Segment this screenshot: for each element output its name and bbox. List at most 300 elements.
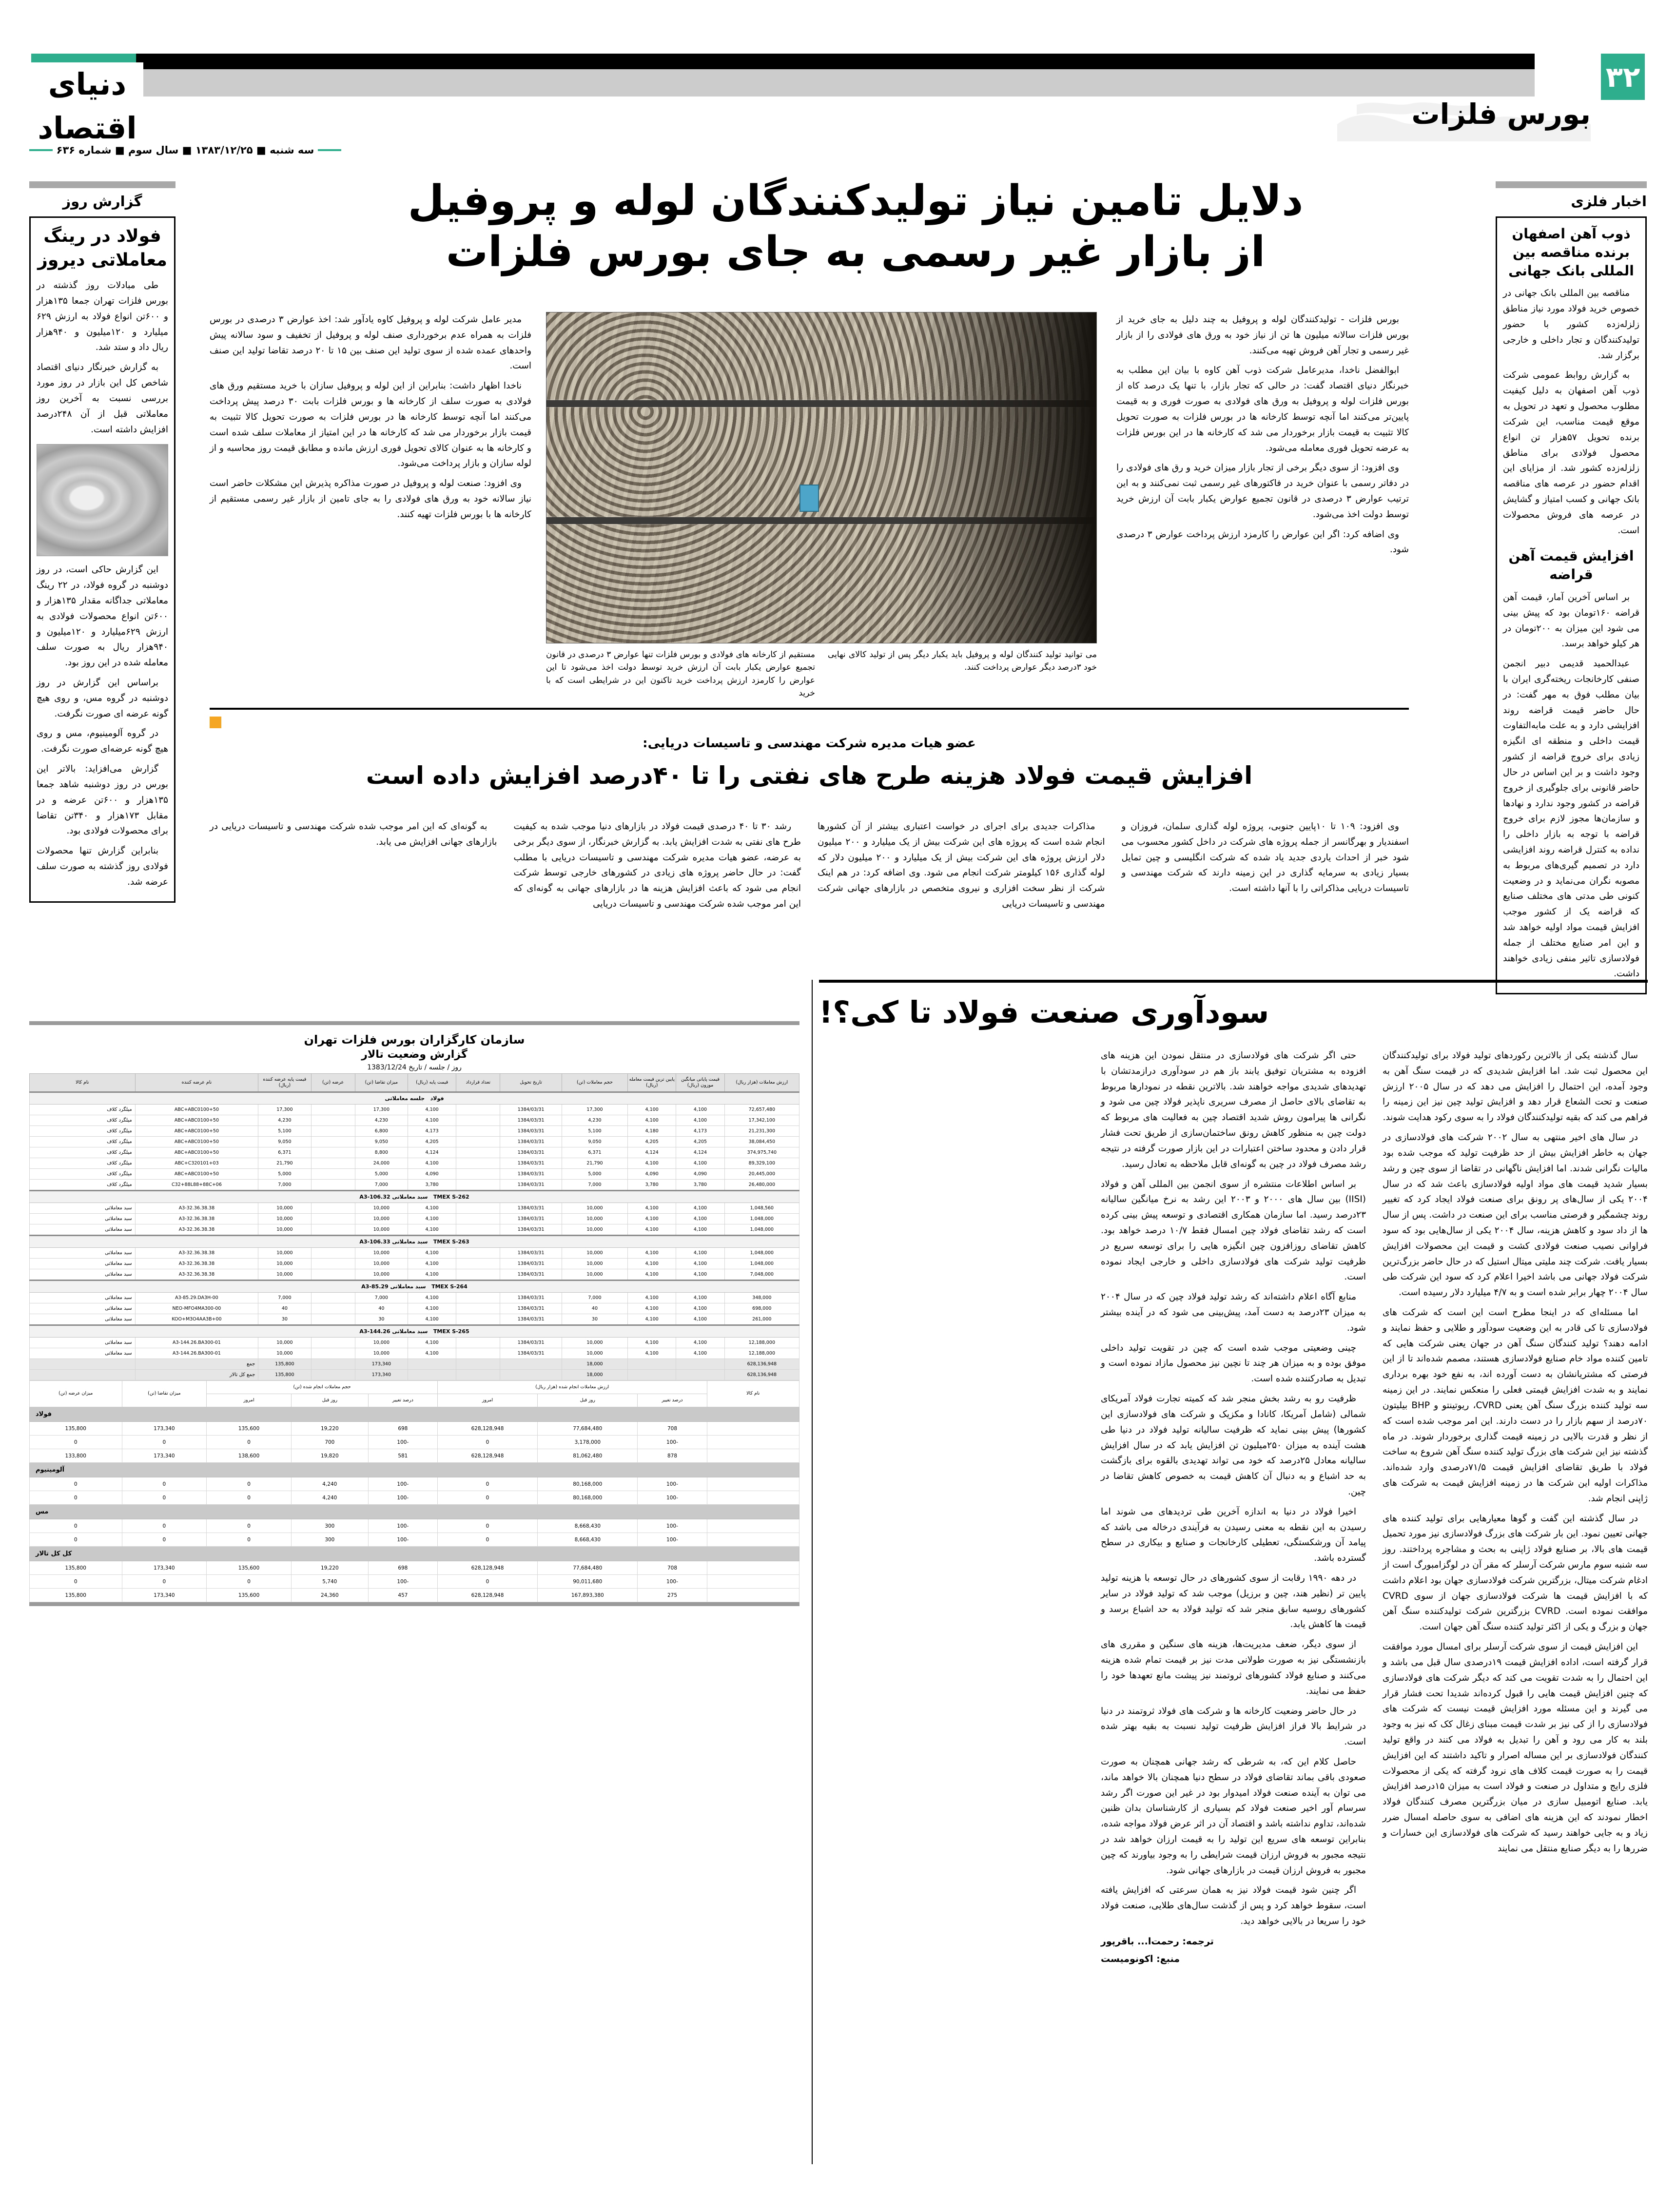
table-cell: 4,100 <box>408 1247 456 1258</box>
paragraph: از سوی دیگر، ضعف مدیریت‌ها، هزینه های سنگین و مقرری های بازنشستگی نیز به صورت طولانی مدت نیز بر قیمت تمام شده هزینه می‌کنند و صنایع فولاد کشورهای ثروتمند نیز پیشت مانع تعهدها خود را حفظ می نمایند. <box>1101 1639 1366 1696</box>
table-cell: جمع <box>135 1358 258 1369</box>
table-cell: 4,100 <box>676 1213 724 1224</box>
table-cell: 5,000 <box>355 1168 408 1179</box>
summary-cell: 135,600 <box>207 1561 292 1575</box>
table-cell: 20,445,000 <box>724 1168 799 1179</box>
table-cell: ABC+ABC0100+50 <box>135 1147 258 1158</box>
table-cell: 4,100 <box>628 1203 676 1213</box>
table-cell: 4,100 <box>676 1269 724 1280</box>
table-cell: 4,100 <box>676 1203 724 1213</box>
table-cell: 628,136,948 <box>724 1369 799 1380</box>
table-cell: 10,000 <box>258 1348 311 1358</box>
paragraph: در دهه ۱۹۹۰ رقابت از سوی کشورهای در حال توسعه با هزینه تولید پایین تر (نظیر هند، چین و برزیل) موجب شد که تولید فولاد در سایر کشورهای روسیه سابق منجر شد که تولید فولاد به حد اشباع برسد و قیمت ها کاهش یابد. <box>1101 1573 1366 1630</box>
table-cell: 12,188,000 <box>724 1348 799 1358</box>
table-cell: 4,100 <box>408 1348 456 1358</box>
th: قیمت پایه عرضه کننده (ریال) <box>258 1074 311 1092</box>
left-sidebar-body-2 <box>37 562 168 890</box>
summary-cell: 4,240 <box>291 1477 368 1491</box>
summary-cell: 0 <box>207 1491 292 1505</box>
table-cell: 10,000 <box>355 1213 408 1224</box>
table-cell: 4,173 <box>676 1125 724 1136</box>
summary-row <box>30 1477 799 1491</box>
summary-header-row-1 <box>30 1380 799 1394</box>
summary-cell: -100 <box>638 1533 707 1547</box>
paragraph: براساس این گزارش در روز دوشنبه در گروه مس، و روی هیچ گونه عرضه ای صورت نگرفت. <box>37 678 168 719</box>
table-cell: A3-32.36.38.38 <box>135 1203 258 1213</box>
summary-cell: 0 <box>437 1519 537 1533</box>
summary-cell: -100 <box>638 1477 707 1491</box>
orange-marker <box>210 717 221 728</box>
table-cell: 1,048,000 <box>724 1224 799 1235</box>
table-cell: 4,100 <box>408 1104 456 1115</box>
summary-cell: 0 <box>30 1533 122 1547</box>
table-cell: 1384/03/31 <box>500 1247 562 1258</box>
table-cell: جمع کل تالار <box>135 1369 258 1380</box>
paragraph: وی اضافه کرد: اگر این عوارض را کارمزد ارزش پرداخت عوارض ۳ درصدی شود. <box>1116 529 1409 555</box>
table-cell <box>456 1136 500 1147</box>
third-article-col-left <box>819 1048 1084 1964</box>
table-cell <box>456 1269 500 1280</box>
table-cell: میلگرد کلاف <box>30 1158 136 1168</box>
table-cell: 4,100 <box>628 1337 676 1348</box>
summary-cell: 3,178,000 <box>538 1436 638 1449</box>
table-group-row <box>30 1190 799 1203</box>
summary-cell: -100 <box>638 1519 707 1533</box>
table-cell: سبد معاملاتی <box>30 1348 136 1358</box>
paragraph: حتی اگر شرکت های فولادسازی در منتقل نمودن این هزینه های افزوده به مشتریان توفیق یابند باز هم در سودآوری درازمدتشان با تهدیدهای شدیدی مواجه خواهند شد. بالاترین نقطه در نمودارها مربوط به تقاضای بالای حاصل از مصرف سریری ناپذیر فولاد چین می شود و نگرانی ها پیرامون روش شدید اقتصاد چین به فعالیت های مربوط که دولت چین به منظور کاهش رونق ساختمان‌سازی از طریق تحت فشار قرار دادن و محدود ساختن اعتبارات در این بازار صورت گرفته در نتیجه رشد مصرف فولاد در چین به گونه‌ای قابل ملاحظه به تعادل رسید. <box>1101 1050 1366 1169</box>
summary-cell: 173,340 <box>122 1449 207 1463</box>
table-cell: میلگرد کلاف <box>30 1104 136 1115</box>
table-cell <box>456 1247 500 1258</box>
table-row <box>30 1136 799 1147</box>
summary-cell: 878 <box>638 1449 707 1463</box>
photo-caption-wrap <box>546 648 1097 699</box>
board-table-header-row <box>30 1074 799 1092</box>
summary-cell <box>707 1533 799 1547</box>
table-row <box>30 1258 799 1269</box>
table-cell: 628,136,948 <box>724 1358 799 1369</box>
table-cell: 1384/03/31 <box>500 1115 562 1125</box>
summary-cell: -100 <box>638 1436 707 1449</box>
table-cell <box>676 1358 724 1369</box>
table-cell: 4,100 <box>408 1258 456 1269</box>
summary-cell: 77,684,480 <box>538 1561 638 1575</box>
main-headline <box>302 175 1409 278</box>
table-cell: 10,000 <box>355 1247 408 1258</box>
table-row <box>30 1115 799 1125</box>
table-cell: میلگرد کلاف <box>30 1168 136 1179</box>
paragraph: در سال گذشته این گفت و گوها معیارهایی برای تولید کننده های جهانی تعیین نمود. این بار شرکت های بزرگ فولادسازی نیز مورد تحمیل قیمت های بالا، بر صنایع فولاد ژاپنی به بحث و مشاجره پرداختند. روز سه شنبه سوم مارس شرکت آرسلر که مقر آن در لوگزامبورگ است از ادغام شرکت میتال، بزرگترین شرکت فولادسازی جهان بود اعلام داشت که با افزایش قیمت ها شرکت فولادسازی جهان از سوی CVRD موافقت نموده است. CVRD بزرگترین شرکت تولیدکننده سنگ آهن جهان و بزرگ و یکی از اکثر تولید کننده سنگ آهن جهان است. <box>1383 1513 1648 1632</box>
table-group-label: TMEX S-265 سبد معاملاتی A3-144.26 <box>30 1325 799 1337</box>
table-cell: 4,205 <box>408 1136 456 1147</box>
table-cell: 4,100 <box>408 1292 456 1303</box>
table-cell: 38,084,450 <box>724 1136 799 1147</box>
table-cell: سبد معاملاتی <box>30 1337 136 1348</box>
th: تعداد قرارداد <box>456 1074 500 1092</box>
summary-cell: 8,668,430 <box>538 1519 638 1533</box>
summary-group-row <box>30 1463 799 1477</box>
credit-source: منبع: اکونومیست <box>1101 1953 1180 1964</box>
summary-row <box>30 1561 799 1575</box>
summary-cell: 0 <box>30 1575 122 1589</box>
table-cell: 6,371 <box>258 1147 311 1158</box>
table-cell: 4,180 <box>628 1125 676 1136</box>
left-sidebar-box <box>29 216 175 903</box>
table-cell: ABC+ABC0100+50 <box>135 1125 258 1136</box>
th: میزان عرضه (تن) <box>30 1380 122 1407</box>
board-table <box>29 1073 799 1380</box>
th: امروز <box>437 1394 537 1407</box>
table-cell: A3-32.36.38.38 <box>135 1247 258 1258</box>
left-kicker-label: گزارش روز <box>62 193 142 210</box>
table-cell: 1384/03/31 <box>500 1348 562 1358</box>
dateline-text: سه شنبه ■ ۱۳۸۳/۱۲/۲۵ ■ سال سوم ■ شماره ۶۳۶ <box>56 144 314 156</box>
table-cell: 12,188,000 <box>724 1337 799 1348</box>
summary-cell: 0 <box>207 1477 292 1491</box>
summary-cell <box>707 1422 799 1436</box>
summary-cell: 19,220 <box>291 1422 368 1436</box>
table-cell: 1384/03/31 <box>500 1136 562 1147</box>
summary-table-body <box>30 1407 799 1602</box>
table-cell <box>311 1125 355 1136</box>
second-article-col <box>818 819 1105 916</box>
table-cell: 10,000 <box>258 1213 311 1224</box>
section-title: بورس فلزات <box>1411 97 1591 131</box>
th: ارزش معاملات انجام شده (هزار ریال) <box>437 1380 707 1394</box>
summary-cell: 0 <box>437 1477 537 1491</box>
table-cell: 10,000 <box>258 1203 311 1213</box>
summary-cell: 0 <box>30 1491 122 1505</box>
dateline-rule-left <box>318 149 341 151</box>
table-row <box>30 1348 799 1358</box>
table-cell: 4,100 <box>676 1104 724 1115</box>
table-cell: 21,790 <box>258 1158 311 1168</box>
table-cell: سبد معاملاتی <box>30 1213 136 1224</box>
paragraph: به گونه‌ای که این امر موجب شده شرکت مهندسی و تاسیسات دریایی در بازارهای جهانی افزایش می یابد. <box>210 821 497 847</box>
table-cell <box>311 1147 355 1158</box>
paragraph: اخیرا فولاد در دنیا به اندازه آخرین طی تردیدهای می شوند اما رسیدن به این نقطه به معنی رسیدن به فرآیندی درخاله می باشد که پیامد آن ورشکستگی، تعطیلی کارخانجات و صنایع و بیکاری در سطح گسترده باشد. <box>1101 1506 1366 1564</box>
main-article-col-right <box>1116 312 1409 562</box>
table-cell: 4,230 <box>355 1115 408 1125</box>
table-cell: 4,100 <box>628 1213 676 1224</box>
table-cell <box>628 1358 676 1369</box>
summary-cell: 628,128,948 <box>437 1589 537 1602</box>
board-table-org: سازمان کارگزاران بورس فلزات تهران <box>304 1033 525 1047</box>
table-cell: A3-32.36.38.38 <box>135 1213 258 1224</box>
paragraph: این گزارش حاکی است، در روز دوشنبه در گروه فولاد، در ۲۲ رینگ معاملاتی جداگانه مقدار ۱۳۵هزار و ۶۰۰تن انواع محصولات فولادی به ارزش ۶۲۹میلیارد و ۱۲۰میلیون و ۹۴۰هزار ریال به صورت سلف معامله شده در این روز بود. <box>37 564 169 668</box>
table-cell: 4,100 <box>628 1258 676 1269</box>
paragraph: حاصل کلام این که، به شرطی که رشد جهانی همچنان به صورت صعودی باقی بماند تقاضای فولاد در سطح دنیا همچنان بالا خواهد ماند، می توان به آینده صنعت فولاد امیدوار بود در غیر این صورت اگر رشد سرسام آور اخیر صنعت فولاد کم بسیاری از کارشناسان بدان ظنین شده‌اند، تداوم نداشته باشد و اقتصاد آن در اثر عرض فولاد مواجه شده، بنابراین توسعه های سریع این تولید را به قیمت ارزان خواهد شد در نتیجه مجبور به فروش ارزان قیمت شرایطی را به وجود بیاورند که چین مجبور به فروش ارزان قیمت در بازارهای جهانی شود. <box>1101 1756 1366 1876</box>
table-cell: 374,975,740 <box>724 1147 799 1158</box>
table-cell: 10,000 <box>562 1258 627 1269</box>
table-cell <box>500 1358 562 1369</box>
table-footer-row <box>30 1369 799 1380</box>
right-article-1-headline: ذوب آهن اصفهان برنده مناقصه بین المللی بانک جهانی <box>1508 226 1634 279</box>
summary-cell: 19,820 <box>291 1449 368 1463</box>
second-article-col <box>210 819 497 916</box>
summary-cell: 173,340 <box>122 1561 207 1575</box>
summary-cell <box>707 1436 799 1449</box>
table-cell <box>30 1358 136 1369</box>
table-cell <box>311 1158 355 1168</box>
th: حجم معاملات انجام شده (تن) <box>207 1380 438 1394</box>
table-row <box>30 1213 799 1224</box>
table-group-row <box>30 1235 799 1247</box>
summary-row <box>30 1589 799 1602</box>
table-cell: 4,230 <box>258 1115 311 1125</box>
paragraph: گزارش می‌افزاید: بالاتر این بورس در روز دوشنبه شاهد جمعا ۱۳۵هزار و ۶۰۰تن عرضه و در مقابل ۱۷۳هزار و ۳۴۰تن تقاضا برای محصولات فولادی بود. <box>37 764 168 836</box>
summary-cell: 0 <box>30 1519 122 1533</box>
summary-cell: 708 <box>638 1561 707 1575</box>
summary-row <box>30 1519 799 1533</box>
second-article-col <box>1122 819 1409 916</box>
summary-cell: 173,340 <box>122 1422 207 1436</box>
table-cell: 4,100 <box>628 1269 676 1280</box>
summary-cell: 135,800 <box>30 1422 122 1436</box>
table-cell: میلگرد کلاف <box>30 1136 136 1147</box>
table-cell <box>30 1369 136 1380</box>
table-cell: 4,100 <box>408 1314 456 1325</box>
table-row <box>30 1269 799 1280</box>
table-cell: 72,657,480 <box>724 1104 799 1115</box>
board-table-title <box>29 1025 799 1073</box>
left-sidebar-headline: فولاد در رینگ معاملاتی دیروز <box>38 226 167 270</box>
table-cell: 4,100 <box>628 1104 676 1115</box>
photo-caption-left: مستقیم از کارخانه های فولادی و بورس فلزات تنها عوارض ۳ درصدی در قانون تجمیع عوارض یکبار بابت آن ارزش خرید توسط دولت اخذ می‌شود تا این عوارض را کارمزد ارزش پرداخت خرید تاکنون این در شرایطی است که با خرید <box>546 650 815 699</box>
table-cell: 40 <box>355 1303 408 1314</box>
table-cell: A3-32.36.38.38 <box>135 1258 258 1269</box>
th: روز قبل <box>538 1394 638 1407</box>
th: عرضه (تن) <box>311 1074 355 1092</box>
table-group-row <box>30 1280 799 1292</box>
summary-row <box>30 1491 799 1505</box>
table-cell: 1384/03/31 <box>500 1213 562 1224</box>
table-cell: 4,100 <box>628 1158 676 1168</box>
table-cell: 1384/03/31 <box>500 1303 562 1314</box>
summary-cell: -100 <box>638 1491 707 1505</box>
steel-coil-photo <box>37 444 168 556</box>
paragraph: اما مسئله‌ای که در اینجا مطرح است این است که شرکت های فولادسازی تا کی قادر به این وضعیت سودآور و طلایی و حفظ نمایند و ادامه دهند؟ تولید کنندگان سنگ آهن در جهان یعنی شرکت هایی که تامین کننده مواد خام صنایع فولادسازی هستند، مصمم شده‌اند تا از این فرصتی که مشتریانشان به دست آورده اند، به نفع خود بهره برداری نمایند و به شدت افزایش قیمتی فعلی را منعکس نمایند. در این زمینه سه تولید کننده بزرگ سنگ آهن یعنی CVRD، ریوتینتو و BHP بیلیتون ۷۰درصد از سهم بازار را در دست دارند. این امر موجب شده است که از نظر و قدرت بالایی در زمینه قیمت گذاری برخوردار شوند. در ماه گذشته نیز این شرکت های بزرگ تولید کننده سنگ آهن شروع به ساخت فولاد با طریق تقاضای افزایش قیمت ۷۱/۵درصدی وارد شده‌اند. مذاکرات اولیه این شرکت ها در زمینه افزایش قیمت به شرکت های ژاپنی انجام شد. <box>1383 1307 1648 1504</box>
paragraph: ناخدا اظهار داشت: بنابراین از این لوله و پروفیل سازان با خرید مستقیم ورق های فولادی به صورت سلف از کارخانه ها و بورس فلزات بابت ۳۰ درصد پیش پرداخت می‌کنند اما آنچه توسط کارخانه ها در بورس فلزات به صورت تحویل کالا تثبیت به قیمت بازار برخوردار می شد که کارخانه ها در این امتیاز از معاملات سلف شده است و کارخانه ها به عنوان کالای تحویل فوری ارزش مانده و مطابق قیمت روز محاسبه و از لوله سازان و بازار پرداخت می‌شود. <box>210 381 532 469</box>
table-cell <box>311 1348 355 1358</box>
table-cell <box>456 1337 500 1348</box>
th: میزان تقاضا (تن) <box>355 1074 408 1092</box>
table-cell: 3,780 <box>676 1179 724 1190</box>
table-cell: 4,100 <box>676 1303 724 1314</box>
summary-group-label: مس <box>30 1505 799 1519</box>
page-number-badge: ۳۲ <box>1601 54 1645 100</box>
table-cell <box>456 1314 500 1325</box>
table-cell: سبد معاملاتی <box>30 1258 136 1269</box>
table-cell: 4,100 <box>676 1247 724 1258</box>
paragraph: وی افزود: ۱۰۹ تا ۱۰پایین جنوبی، پروژه لوله گذاری سلمان، فروزان و اسفندیار و بهرگانسر از جمله پروژه های شرکت در داخل کشور محسوب می شود خبر از احداث یاردی جدید یاد شده که شرکت انگلیسی و چین تمایل بسیار زیادی به سرمایه گذاری در این زمینه دارند که شرکت مهندسی و تاسیسات دریایی مذاکراتی را با آنها داشته است. <box>1121 821 1409 894</box>
third-article-col-right <box>1383 1048 1648 1964</box>
paragraph: وی افزود: از سوی دیگر برخی از تجار بازار میزان خرید و رق های فولادی را در دفاتر رسمی با عنوان خرید در فاکتورهای غیر رسمی ثبت نمی‌کنند و به این ترتیب عوارض ۳ درصدی در قانون تجمیع عوارض یکبار بابت آن ارزش خرید توسط دولت اخذ می‌شود. <box>1116 463 1409 520</box>
summary-cell: 0 <box>122 1575 207 1589</box>
table-row <box>30 1158 799 1168</box>
summary-cell: 4,240 <box>291 1491 368 1505</box>
pipes-photo-shadow <box>909 312 1096 643</box>
table-cell: 4,100 <box>628 1314 676 1325</box>
table-cell: KOO+M3O4AA3B+00 <box>135 1314 258 1325</box>
summary-row <box>30 1533 799 1547</box>
th: نام کالا <box>707 1380 799 1407</box>
summary-group-row <box>30 1407 799 1422</box>
summary-cell: 24,360 <box>291 1589 368 1602</box>
table-cell: 1384/03/31 <box>500 1224 562 1235</box>
summary-cell: 135,600 <box>207 1589 292 1602</box>
paragraph: وی افزود: صنعت لوله و پروفیل در صورت مذاکره پذیرش این مشکلات حاضر است نیاز سالانه خود به ورق های فولادی را به جای تامین از بازار غیر رسمی مستقیم از کارخانه ها با بورس فلزات تهیه کنند. <box>210 478 531 520</box>
table-cell: 4,100 <box>408 1158 456 1168</box>
table-cell: 89,329,100 <box>724 1158 799 1168</box>
th: درصد تغییر <box>638 1394 707 1407</box>
table-cell: 10,000 <box>258 1258 311 1269</box>
summary-cell: 135,800 <box>30 1561 122 1575</box>
table-cell: 1384/03/31 <box>500 1158 562 1168</box>
table-cell: 4,100 <box>676 1224 724 1235</box>
summary-cell: 8,668,430 <box>538 1533 638 1547</box>
table-cell: 4,100 <box>628 1224 676 1235</box>
summary-row <box>30 1449 799 1463</box>
summary-cell: 0 <box>30 1477 122 1491</box>
table-group-label: فولاد جلسه معاملاتی <box>30 1092 799 1104</box>
summary-cell: -100 <box>368 1575 437 1589</box>
paragraph: چینی وضعیتی موجب شده است که چین در تقویت تولید داخلی موفق بوده و به میزان هر چند تا نچین نیز محصول مازاد نموده است و تبدیل به صادرکننده شده است. <box>1101 1342 1366 1384</box>
table-cell: 10,000 <box>258 1247 311 1258</box>
table-cell: 10,000 <box>258 1269 311 1280</box>
paragraph: اگر چنین شود قیمت فولاد نیز به همان سرعتی که افزایش یافته است، سقوط خواهد کرد و پس از گذشت سال‌های طلایی، صنعت فولاد خود را سریعا در بالایی خواهد دید. <box>1101 1885 1366 1927</box>
table-row <box>30 1337 799 1348</box>
table-cell <box>456 1158 500 1168</box>
table-cell: 5,000 <box>258 1168 311 1179</box>
table-cell <box>311 1104 355 1115</box>
summary-cell: 0 <box>207 1533 292 1547</box>
table-cell: 7,000 <box>562 1292 627 1303</box>
th: قیمت پایه (ریال) <box>408 1074 456 1092</box>
table-cell: سبد معاملاتی <box>30 1269 136 1280</box>
summary-cell: -100 <box>368 1477 437 1491</box>
summary-cell: 133,800 <box>30 1449 122 1463</box>
summary-cell: -100 <box>368 1436 437 1449</box>
right-kicker-label: اخبار فلزی <box>1571 193 1647 210</box>
table-cell: ABC+C320101+03 <box>135 1158 258 1168</box>
table-cell: ABC+ABC0100+50 <box>135 1104 258 1115</box>
table-cell: میلگرد کلاف <box>30 1115 136 1125</box>
table-cell: میلگرد کلاف <box>30 1125 136 1136</box>
summary-cell <box>707 1519 799 1533</box>
table-cell <box>311 1179 355 1190</box>
table-cell <box>456 1115 500 1125</box>
table-cell <box>456 1168 500 1179</box>
table-row <box>30 1203 799 1213</box>
table-cell: 10,000 <box>562 1337 627 1348</box>
table-cell: 30 <box>258 1314 311 1325</box>
summary-cell: 135,800 <box>30 1589 122 1602</box>
table-cell: 26,480,000 <box>724 1179 799 1190</box>
table-cell <box>311 1269 355 1280</box>
table-cell: 1384/03/31 <box>500 1314 562 1325</box>
summary-cell: -100 <box>368 1533 437 1547</box>
table-cell: 6,371 <box>562 1147 627 1158</box>
summary-table <box>29 1380 799 1603</box>
table-cell <box>311 1369 355 1380</box>
table-cell: 18,000 <box>562 1358 627 1369</box>
table-cell: 10,000 <box>355 1224 408 1235</box>
summary-cell: 0 <box>437 1436 537 1449</box>
summary-cell: 0 <box>30 1436 122 1449</box>
summary-cell: -100 <box>368 1519 437 1533</box>
table-cell: 17,300 <box>258 1104 311 1115</box>
table-cell: 4,124 <box>408 1147 456 1158</box>
th: امروز <box>207 1394 292 1407</box>
table-cell: 10,000 <box>562 1213 627 1224</box>
table-cell: A3-85.29.DA3H-00 <box>135 1292 258 1303</box>
second-article-kicker: عضو هیات مدیره شرکت مهندسی و تاسیسات دریایی: <box>643 736 976 751</box>
summary-cell: 300 <box>291 1533 368 1547</box>
right-kicker-bar <box>1496 181 1647 188</box>
table-cell: 1384/03/31 <box>500 1337 562 1348</box>
paragraph: مناقصه بین المللی بانک جهانی در خصوص خرید فولاد مورد نیاز مناطق زلزله‌زده کشور با حضور تولیدکنندگان و تجار داخلی و خارجی برگزار شد. <box>1503 288 1639 361</box>
table-cell <box>311 1292 355 1303</box>
table-cell <box>456 1292 500 1303</box>
table-cell: 10,000 <box>258 1337 311 1348</box>
left-kicker-bar <box>29 181 175 188</box>
summary-row <box>30 1422 799 1436</box>
summary-cell: 700 <box>291 1436 368 1449</box>
table-cell: 4,100 <box>408 1115 456 1125</box>
table-cell <box>456 1203 500 1213</box>
board-report-table-wrap <box>29 1021 799 1606</box>
th: ارزش معاملات (هزار ریال) <box>724 1074 799 1092</box>
table-cell: 4,100 <box>676 1337 724 1348</box>
table-row <box>30 1247 799 1258</box>
table-cell <box>456 1147 500 1158</box>
summary-cell: 0 <box>122 1436 207 1449</box>
table-cell: 10,000 <box>562 1348 627 1358</box>
table-cell <box>311 1303 355 1314</box>
table-cell: 4,100 <box>408 1337 456 1348</box>
paragraph: ابوالفضل ناخدا، مدیرعامل شرکت ذوب آهن کاوه با بیان این مطلب به خبرنگار دنیای اقتصاد گفت: در حالی که تجار بازار، با تنها یک درصد کاه از بورس فلزات لوله و پروفیل به ورق های فولادی به صورت فوری و به قیمت پایین‌تر می‌کنند اما آنچه توسط کارخانه ها در بورس فلزات به صورت تحویل کالا تثبیت به قیمت بازار برخوردار می شد که کارخانه ها در این بورس فلزات به عرضه تحویل فوری معامله می‌شود. <box>1116 365 1409 453</box>
summary-cell: -100 <box>638 1575 707 1589</box>
table-cell <box>456 1369 500 1380</box>
table-cell: 4,100 <box>408 1203 456 1213</box>
table-cell: 10,000 <box>562 1269 627 1280</box>
table-cell: 24,000 <box>355 1158 408 1168</box>
table-cell: 4,100 <box>676 1115 724 1125</box>
column-separator <box>812 980 813 2164</box>
table-cell: 7,048,000 <box>724 1269 799 1280</box>
table-cell: 1,048,560 <box>724 1203 799 1213</box>
table-cell: 4,100 <box>628 1292 676 1303</box>
paragraph: در سال های اخیر منتهی به سال ۲۰۰۲ شرکت های فولادسازی در جهان به خاطر افزایش بیش از حد ظرفیت تولید که موجب شده بود مالیات نگرانی شدند. اما افزایش ناگهانی در تقاضا از سوی چین و رشد بسیار شدید قیمت های مواد اولیه فولادسازی باعث شد که در سال ۲۰۰۴ یکی از سال‌های پر رونق برای صنعت فولاد ایجاد کرد که تغییر روند چشمگیر و فرصتی مناسب برای این صنعت در داشت. پس از سال ها از داد سود و کاهش هزینه، سال ۲۰۰۴ یکی از سال‌هایی بود که سود فراوانی نصیب صنعت فولادی کشت و قیمت این محصولات افزایش بسیار یافت. شرکت چند ملیتی میتال استیل که در حال حاضر بزرگ‌ترین شرکت فولاد جهانی می باشد اخیرا اعلام کرد که سود این شرکت طی سال ۲۰۰۴ چهار برابر شده است و به ۴/۷ میلیارد دلار رسیده است. <box>1383 1132 1648 1298</box>
table-cell: 698,000 <box>724 1303 799 1314</box>
paragraph: رشد ۳۰ تا ۴۰ درصدی قیمت فولاد در بازارهای دنیا موجب شده به کیفیت طرح های نفتی به شدت افزایش یابد. به گزارش خبرنگار، از سوی دیگر برخی به عرضه، عضو هیات مدیره شرکت مهندسی و تاسیسات دریایی با مطلب گفت: در حال حاضر پروژه های زیادی در کشورهای خارجی توسط شرکت انجام می شود که باعث افزایش هزینه ها در بازارهای جهانی به گونه‌ای که این امر موجب شده شرکت مهندسی و تاسیسات دریایی <box>513 821 801 910</box>
summary-cell: 77,684,480 <box>538 1422 638 1436</box>
summary-cell: 300 <box>291 1519 368 1533</box>
summary-cell: 0 <box>207 1436 292 1449</box>
paragraph: منابع آگاه اعلام داشته‌اند که رشد تولید فولاد چین که در سال ۲۰۰۴ به میزان ۲۳درصد به دست آمد، پیش‌بینی می شود که در آینده بیشتر شود. <box>1101 1292 1366 1333</box>
summary-cell: 135,600 <box>207 1422 292 1436</box>
table-cell: 4,100 <box>628 1303 676 1314</box>
table-cell: 7,000 <box>258 1179 311 1190</box>
table-cell <box>408 1369 456 1380</box>
masthead-grey-bar <box>31 69 1535 97</box>
table-cell: NEO-MFO4MA300-00 <box>135 1303 258 1314</box>
table-cell: 8,800 <box>355 1147 408 1158</box>
table-cell: 4,100 <box>676 1158 724 1168</box>
table-cell: 4,100 <box>408 1303 456 1314</box>
summary-cell: 628,128,948 <box>437 1422 537 1436</box>
